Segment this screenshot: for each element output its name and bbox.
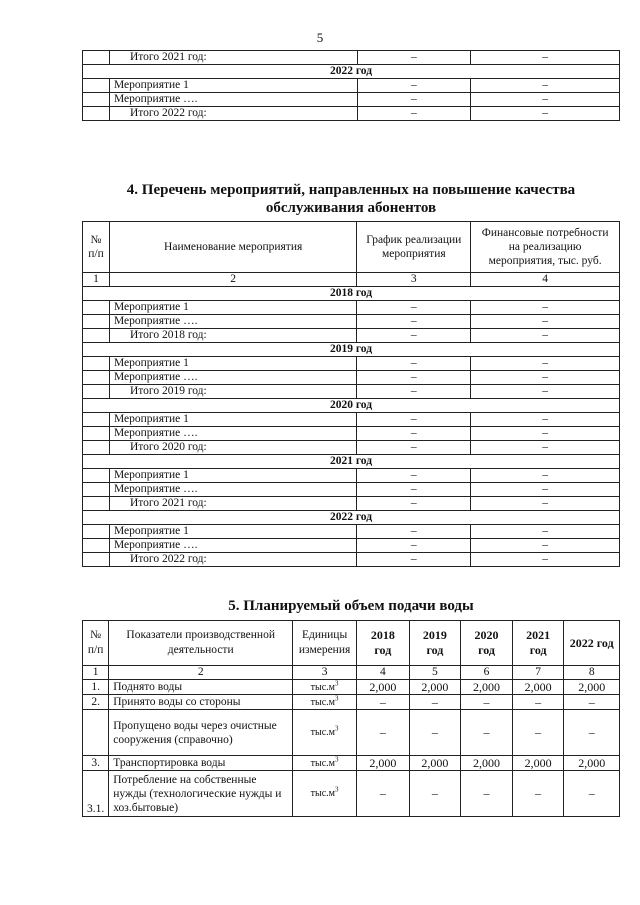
schedule-value: – — [357, 315, 471, 329]
year-heading: 2020 год — [83, 399, 620, 413]
unit-superscript: 3 — [335, 679, 339, 688]
year-row — [83, 455, 620, 469]
year-value: 2,000 — [461, 756, 513, 771]
year-value: 2,000 — [512, 756, 564, 771]
year-row — [83, 511, 620, 525]
finance-value: – — [471, 93, 620, 107]
schedule-value: – — [357, 301, 471, 315]
page-number: 5 — [316, 30, 324, 45]
col-unit-header: Единицы измерения — [293, 621, 357, 666]
finance-value: – — [471, 525, 620, 539]
measure-name: Мероприятие …. — [109, 93, 357, 107]
table-row — [83, 710, 620, 756]
finance-value: – — [471, 483, 620, 497]
year-value: 2,000 — [564, 756, 620, 771]
table-row — [83, 695, 620, 710]
col-year-header: 2019 год — [409, 621, 461, 666]
measure-name: Мероприятие …. — [109, 315, 356, 329]
table-row — [83, 357, 620, 371]
row-number — [83, 413, 110, 427]
table-row — [83, 315, 620, 329]
column-number-row — [83, 273, 620, 287]
total-label: Итого 2019 год: — [109, 385, 356, 399]
year-row — [83, 65, 620, 79]
row-number: 2. — [83, 695, 109, 710]
measure-name: Мероприятие 1 — [109, 413, 356, 427]
row-number — [83, 79, 110, 93]
unit-superscript: 3 — [335, 785, 339, 794]
schedule-value: – — [357, 539, 471, 553]
indicator-name: Транспортировка воды — [109, 756, 293, 771]
total-row — [83, 553, 620, 567]
year-value: – — [564, 771, 620, 817]
row-number — [83, 357, 110, 371]
total-row — [83, 329, 620, 343]
schedule-value: – — [357, 371, 471, 385]
row-number — [83, 539, 110, 553]
row-number — [83, 329, 110, 343]
year-value: – — [461, 710, 513, 756]
col-num-header: № п/п — [83, 222, 110, 273]
finance-value: – — [471, 385, 620, 399]
total-label: Итого 2022 год: — [109, 107, 357, 121]
year-row — [83, 399, 620, 413]
unit-text: тыс.м — [310, 681, 336, 693]
schedule-value: – — [357, 483, 471, 497]
measure-name: Мероприятие …. — [109, 371, 356, 385]
indicator-name: Потребление на собственные нужды (технологические нужды и хоз.бытовые) — [109, 771, 293, 817]
year-value: – — [461, 771, 513, 817]
column-number: 1 — [83, 666, 109, 680]
indicator-name: Принято воды со стороны — [109, 695, 293, 710]
col-finance-header: Финансовые потребности на реализацию мероприятия, тыс. руб. — [471, 222, 620, 273]
unit-cell — [293, 756, 357, 771]
row-number — [83, 710, 109, 756]
table-row — [83, 427, 620, 441]
row-number: 3. — [83, 756, 109, 771]
column-number: 3 — [293, 666, 357, 680]
unit-text: тыс.м — [310, 788, 336, 799]
finance-value: – — [471, 427, 620, 441]
measure-name: Мероприятие …. — [109, 427, 356, 441]
column-number: 6 — [461, 666, 513, 680]
measure-name: Мероприятие 1 — [109, 525, 356, 539]
col-year-header: 2021 год — [512, 621, 564, 666]
table-row — [83, 79, 620, 93]
unit-cell — [293, 771, 357, 817]
column-number: 2 — [109, 273, 356, 287]
schedule-value: – — [357, 357, 471, 371]
schedule-value: – — [357, 525, 471, 539]
finance-value: – — [471, 301, 620, 315]
measure-name: Мероприятие …. — [109, 483, 356, 497]
table-row — [83, 371, 620, 385]
total-label: Итого 2021 год: — [109, 51, 357, 65]
row-number: 3.1. — [83, 771, 109, 817]
schedule-value: – — [357, 385, 471, 399]
measure-name: Мероприятие 1 — [109, 79, 357, 93]
table-row — [83, 51, 620, 65]
col-indicator-header: Показатели производственной деятельности — [109, 621, 293, 666]
row-number: 1. — [83, 680, 109, 695]
year-value: – — [409, 771, 461, 817]
finance-value: – — [471, 329, 620, 343]
year-value: – — [564, 710, 620, 756]
col-schedule-header: График реализации мероприятия — [357, 222, 471, 273]
unit-cell — [293, 695, 357, 710]
year-value: 2,000 — [564, 680, 620, 695]
row-number — [83, 469, 110, 483]
col-year-header: 2022 год — [564, 621, 620, 666]
finance-value: – — [471, 107, 620, 121]
measure-name: Мероприятие …. — [109, 539, 356, 553]
finance-value: – — [471, 79, 620, 93]
row-number — [83, 301, 110, 315]
column-number: 5 — [409, 666, 461, 680]
table-row — [83, 771, 620, 817]
col-year-header: 2018 год — [357, 621, 410, 666]
year-value: – — [357, 695, 410, 710]
unit-text: тыс.м — [310, 757, 336, 769]
total-row — [83, 441, 620, 455]
schedule-value: – — [357, 553, 471, 567]
unit-superscript: 3 — [335, 755, 339, 764]
year-value: – — [357, 710, 410, 756]
year-heading: 2021 год — [83, 455, 620, 469]
table-row — [83, 680, 620, 695]
row-number — [83, 483, 110, 497]
row-number — [83, 385, 110, 399]
year-value: – — [357, 771, 410, 817]
measures-table — [82, 221, 620, 567]
year-heading: 2018 год — [83, 287, 620, 301]
col-name-header: Наименование мероприятия — [109, 222, 356, 273]
unit-text: тыс.м — [310, 696, 336, 708]
row-number — [83, 371, 110, 385]
indicator-name: Поднято воды — [109, 680, 293, 695]
year-value: – — [461, 695, 513, 710]
finance-value: – — [471, 51, 620, 65]
table-row — [83, 93, 620, 107]
measure-name: Мероприятие 1 — [109, 301, 356, 315]
finance-value: – — [471, 315, 620, 329]
col-num-header: № п/п — [83, 621, 109, 666]
table-row — [83, 539, 620, 553]
column-number: 4 — [471, 273, 620, 287]
section4-title-line2: обслуживания абонентов — [265, 200, 437, 216]
section5-title: 5. Планируемый объем подачи воды — [228, 598, 474, 614]
table-row — [83, 525, 620, 539]
unit-cell — [293, 710, 357, 756]
unit-cell — [293, 680, 357, 695]
year-value: 2,000 — [512, 680, 564, 695]
measure-name: Мероприятие 1 — [109, 357, 356, 371]
total-label: Итого 2021 год: — [109, 497, 356, 511]
schedule-value: – — [357, 441, 471, 455]
column-number: 8 — [564, 666, 620, 680]
total-row — [83, 385, 620, 399]
col-year-header: 2020 год — [461, 621, 513, 666]
year-heading: 2019 год — [83, 343, 620, 357]
row-number — [83, 525, 110, 539]
total-row — [83, 497, 620, 511]
table-row — [83, 107, 620, 121]
year-value: – — [512, 710, 564, 756]
table-row — [83, 483, 620, 497]
year-value: 2,000 — [357, 680, 410, 695]
row-number — [83, 497, 110, 511]
column-number: 3 — [357, 273, 471, 287]
finance-value: – — [471, 357, 620, 371]
finance-value: – — [471, 497, 620, 511]
column-number-row — [83, 666, 620, 680]
total-label: Итого 2018 год: — [109, 329, 356, 343]
schedule-value: – — [357, 427, 471, 441]
unit-superscript: 3 — [335, 724, 339, 733]
schedule-value: – — [357, 93, 471, 107]
total-label: Итого 2020 год: — [109, 441, 356, 455]
finance-value: – — [471, 539, 620, 553]
schedule-value: – — [357, 79, 471, 93]
year-value: – — [564, 695, 620, 710]
section4-title-line1: 4. Перечень мероприятий, направленных на повышение качества — [126, 182, 576, 198]
year-value: 2,000 — [409, 756, 461, 771]
column-number: 4 — [357, 666, 410, 680]
year-value: – — [409, 695, 461, 710]
row-number — [83, 427, 110, 441]
schedule-value: – — [357, 413, 471, 427]
schedule-value: – — [357, 329, 471, 343]
continuation-table — [82, 50, 620, 121]
year-value: – — [409, 710, 461, 756]
schedule-value: – — [357, 469, 471, 483]
table-row — [83, 413, 620, 427]
year-row — [83, 287, 620, 301]
row-number — [83, 93, 110, 107]
row-number — [83, 107, 110, 121]
year-value: 2,000 — [461, 680, 513, 695]
table-row — [83, 469, 620, 483]
water-supply-table — [82, 620, 620, 817]
table-row — [83, 756, 620, 771]
section4-title — [82, 181, 620, 217]
year-heading: 2022 год — [83, 65, 620, 79]
header-row — [83, 621, 620, 666]
header-row — [83, 222, 620, 273]
total-label: Итого 2022 год: — [109, 553, 356, 567]
finance-value: – — [471, 371, 620, 385]
finance-value: – — [471, 469, 620, 483]
column-number: 7 — [512, 666, 564, 680]
year-heading: 2022 год — [83, 511, 620, 525]
row-number — [83, 315, 110, 329]
unit-text: тыс.м — [310, 727, 336, 738]
year-value: – — [512, 695, 564, 710]
row-number — [83, 441, 110, 455]
schedule-value: – — [357, 51, 471, 65]
unit-superscript: 3 — [335, 694, 339, 703]
year-value: – — [512, 771, 564, 817]
table-row — [83, 301, 620, 315]
year-row — [83, 343, 620, 357]
column-number: 1 — [83, 273, 110, 287]
row-number — [83, 553, 110, 567]
finance-value: – — [471, 413, 620, 427]
year-value: 2,000 — [357, 756, 410, 771]
measure-name: Мероприятие 1 — [109, 469, 356, 483]
row-number — [83, 51, 110, 65]
schedule-value: – — [357, 107, 471, 121]
column-number: 2 — [109, 666, 293, 680]
indicator-name: Пропущено воды через очистные сооружения (справочно) — [109, 710, 293, 756]
schedule-value: – — [357, 497, 471, 511]
year-value: 2,000 — [409, 680, 461, 695]
finance-value: – — [471, 441, 620, 455]
finance-value: – — [471, 553, 620, 567]
